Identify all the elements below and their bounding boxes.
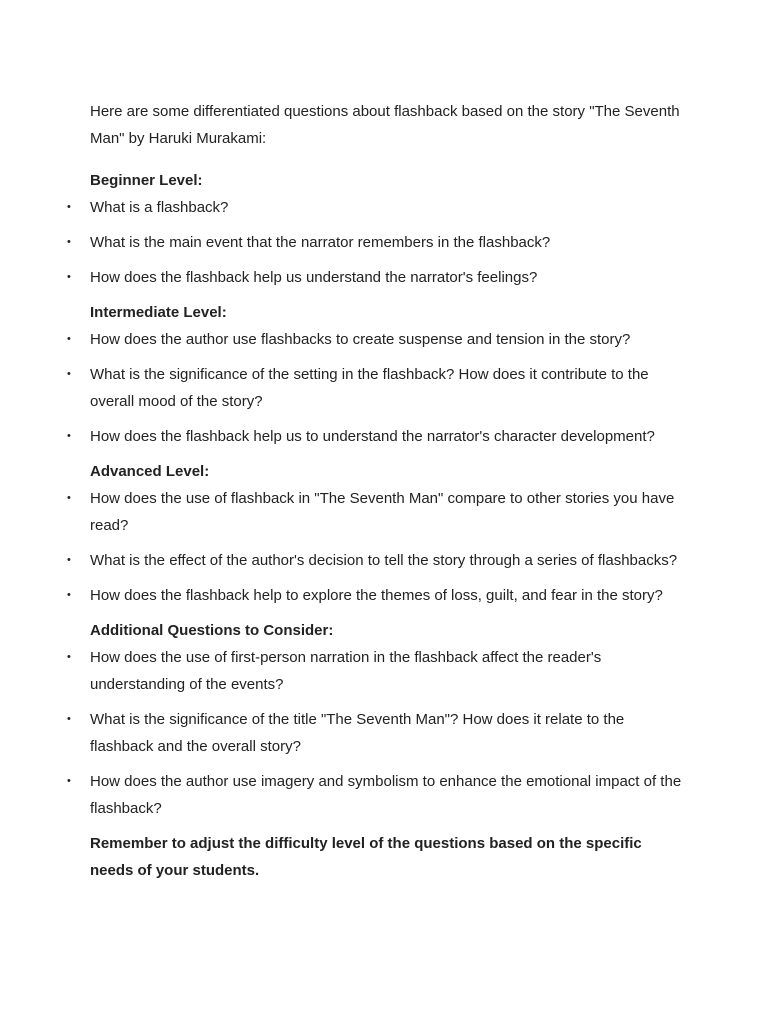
bullet-icon: •: [67, 271, 71, 283]
question-text: How does the use of first-person narration in the flashback affect the reader's understanding of the events?: [90, 649, 602, 693]
question-list: [67, 485, 686, 609]
question-text: How does the flashback help to explore the themes of loss, guilt, and fear in the story?: [90, 587, 663, 604]
section-advanced: [67, 458, 686, 609]
section-heading: Advanced Level:: [90, 463, 210, 480]
list-item: [67, 423, 686, 450]
bullet-icon: •: [67, 492, 71, 504]
closing-note: Remember to adjust the difficulty level of the questions based on the specific needs of your students.: [90, 835, 642, 879]
bullet-icon: •: [67, 333, 71, 345]
intro-paragraph: Here are some differentiated questions about flashback based on the story "The Seventh Man" by Haruki Murakami:: [90, 103, 680, 147]
list-item: [67, 264, 686, 291]
document-body: [67, 98, 686, 884]
list-item: [67, 361, 686, 415]
question-text: What is a flashback?: [90, 199, 229, 216]
question-text: How does the use of flashback in "The Seventh Man" compare to other stories you have read?: [90, 490, 675, 534]
question-text: How does the author use imagery and symbolism to enhance the emotional impact of the flashback?: [90, 773, 682, 817]
question-text: What is the main event that the narrator remembers in the flashback?: [90, 234, 551, 251]
section-additional: [67, 617, 686, 822]
list-item: [67, 485, 686, 539]
bullet-icon: •: [67, 713, 71, 725]
section-heading: Intermediate Level:: [90, 304, 227, 321]
section-heading: Beginner Level:: [90, 172, 203, 189]
bullet-icon: •: [67, 201, 71, 213]
question-list: [67, 326, 686, 450]
question-list: [67, 644, 686, 822]
list-item: [67, 706, 686, 760]
list-item: [67, 229, 686, 256]
bullet-icon: •: [67, 651, 71, 663]
question-text: How does the author use flashbacks to create suspense and tension in the story?: [90, 331, 631, 348]
list-item: [67, 644, 686, 698]
question-text: What is the significance of the title "The Seventh Man"? How does it relate to the flashback and the overall story?: [90, 711, 625, 755]
question-text: What is the significance of the setting in the flashback? How does it contribute to the overall mood of the story?: [90, 366, 649, 410]
list-item: [67, 768, 686, 822]
list-item: [67, 582, 686, 609]
bullet-icon: •: [67, 236, 71, 248]
section-beginner: [67, 167, 686, 291]
bullet-icon: •: [67, 368, 71, 380]
bullet-icon: •: [67, 775, 71, 787]
bullet-icon: •: [67, 430, 71, 442]
list-item: [67, 194, 686, 221]
question-list: [67, 194, 686, 291]
question-text: How does the flashback help us understand the narrator's feelings?: [90, 269, 538, 286]
section-heading: Additional Questions to Consider:: [90, 622, 334, 639]
section-intermediate: [67, 299, 686, 450]
bullet-icon: •: [67, 589, 71, 601]
bullet-icon: •: [67, 554, 71, 566]
question-text: How does the flashback help us to understand the narrator's character development?: [90, 428, 655, 445]
question-text: What is the effect of the author's decision to tell the story through a series of flashbacks?: [90, 552, 678, 569]
list-item: [67, 326, 686, 353]
list-item: [67, 547, 686, 574]
